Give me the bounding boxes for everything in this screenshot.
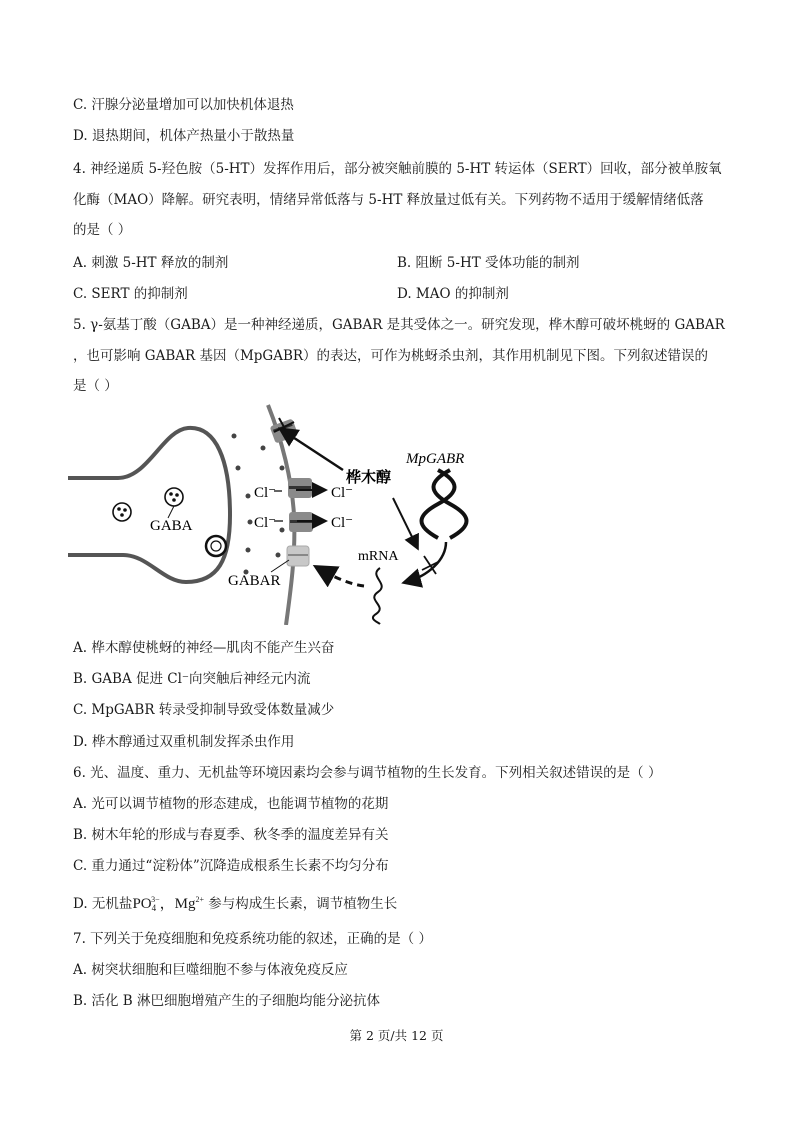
- cl-ion-label: Cl⁻: [331, 515, 354, 531]
- q4-option-b: B. 阻断 5-HT 受体功能的制剂: [397, 255, 580, 271]
- gaba-molecules: [232, 434, 285, 575]
- mpgabr-gene-label: MpGABR: [406, 451, 465, 467]
- presynaptic-terminal: [68, 428, 230, 582]
- q5-stem-line-1: 5. γ-氨基丁酸（GABA）是一种神经递质，GABAR 是其受体之一。研究发现，桦木醇可破坏桃蚜的 GABAR: [73, 317, 725, 333]
- q3-option-c: C. 汗腺分泌量增加可以加快机体退热: [73, 97, 294, 113]
- dna-helix: [422, 470, 467, 538]
- q5-option-c: C. MpGABR 转录受抑制导致受体数量减少: [73, 702, 335, 718]
- q6-stem: 6. 光、温度、重力、无机盐等环境因素均会参与调节植物的生长发育。下列相关叙述错误的是（ ）: [73, 765, 662, 781]
- page-footer: 第 2 页/共 12 页: [349, 1028, 444, 1043]
- q4-option-c: C. SERT 的抑制剂: [73, 286, 188, 302]
- q4-stem-line-3: 的是（ ）: [73, 222, 132, 238]
- gabar-receptor-1: [288, 478, 312, 498]
- cl-ion-label: Cl⁻: [254, 485, 277, 501]
- cl-ion-label: Cl⁻: [254, 515, 277, 531]
- q4-stem-line-2: 化酶（MAO）降解。研究表明，情绪异常低落与 5-HT 释放量过低有关。下列药物不适用于缓解情绪低落: [73, 192, 704, 208]
- q6-option-d: [73, 891, 397, 917]
- q6-option-d-prefix: D. 无机盐: [73, 896, 133, 912]
- q4-stem-line-1: 4. 神经递质 5-羟色胺（5-HT）发挥作用后，部分被突触前膜的 5-HT 转运体（SERT）回收，部分被单胺氧: [73, 161, 722, 177]
- q6-option-d-suffix: 参与构成生长素，调节植物生长: [204, 896, 398, 912]
- q4-option-d: D. MAO 的抑制剂: [397, 286, 509, 302]
- gaba-label: GABA: [150, 518, 193, 534]
- q7-option-a: A. 树突状细胞和巨噬细胞不参与体液免疫反应: [73, 962, 348, 978]
- phosphate-formula: $PO_4^{3-}$，$Mg^{2+}$: [132, 895, 205, 913]
- gabar-receptor-3: [287, 546, 309, 566]
- q5-stem-line-3: 是（ ）: [73, 378, 118, 394]
- q6-option-b: B. 树木年轮的形成与春夏季、秋冬季的温度差异有关: [73, 827, 389, 843]
- gabar-label: GABAR: [228, 573, 281, 589]
- q4-option-a: A. 刺激 5-HT 释放的制剂: [73, 255, 229, 271]
- q3-option-d: D. 退热期间，机体产热量小于散热量: [73, 128, 295, 144]
- mrna-label: mRNA: [358, 549, 399, 564]
- vesicle-right: [165, 488, 183, 506]
- mrna-strand: [373, 568, 382, 624]
- cl-ion-label: Cl⁻: [331, 485, 354, 501]
- q5-option-b: B. GABA 促进 Cl⁻向突触后神经元内流: [73, 671, 311, 687]
- q7-option-b: B. 活化 B 淋巴细胞增殖产生的子细胞均能分泌抗体: [73, 993, 381, 1009]
- q6-option-c: C. 重力通过“淀粉体”沉降造成根系生长素不均匀分布: [73, 858, 389, 874]
- vesicle-left: [113, 503, 131, 521]
- q6-option-a: A. 光可以调节植物的形态建成，也能调节植物的花期: [73, 796, 389, 812]
- q5-option-a: A. 桦木醇使桃蚜的神经—肌肉不能产生兴奋: [73, 640, 335, 656]
- q5-option-d: D. 桦木醇通过双重机制发挥杀虫作用: [73, 734, 295, 750]
- q5-stem-line-2: ，也可影响 GABAR 基因（MpGABR）的表达，可作为桃蚜杀虫剂，其作用机制见下图。下列叙述错误的: [73, 348, 709, 364]
- q7-stem: 7. 下列关于免疫细胞和免疫系统功能的叙述，正确的是（ ）: [73, 931, 432, 947]
- synapse-mechanism-figure: [68, 400, 480, 625]
- betulin-label: 桦木醇: [346, 468, 392, 486]
